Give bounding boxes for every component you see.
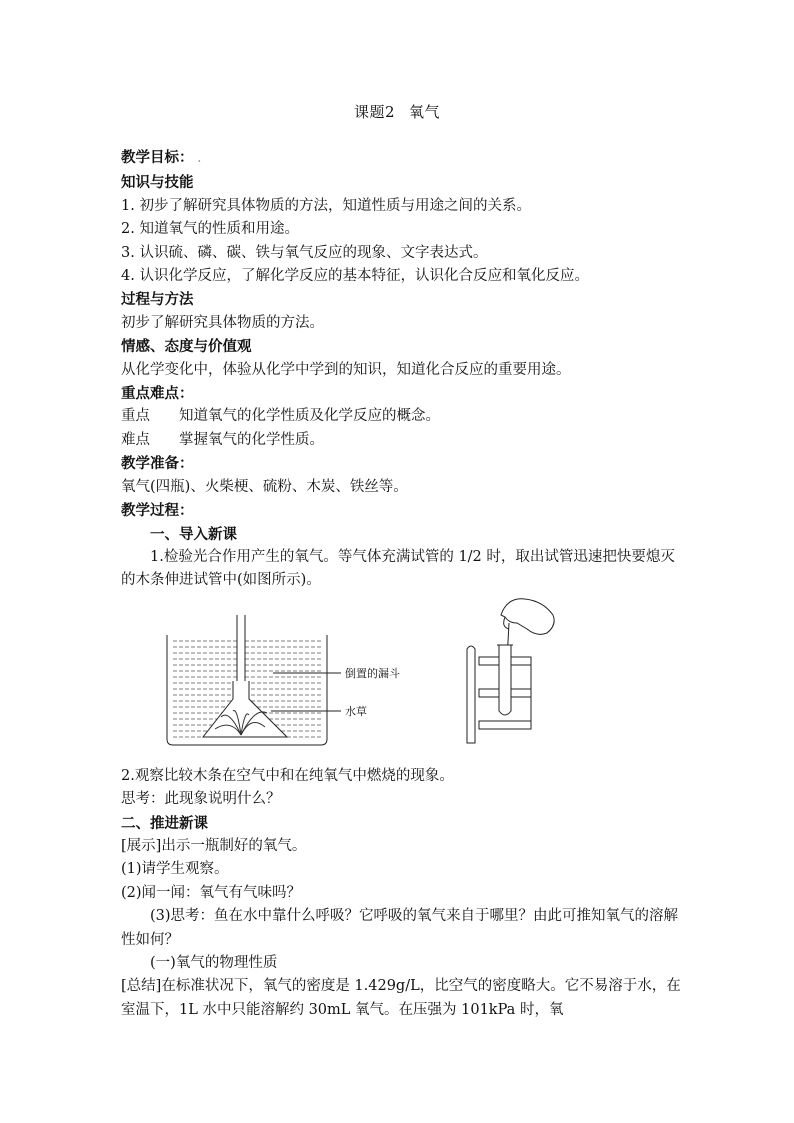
emotion-heading: 情感、态度与价值观 — [121, 338, 252, 356]
knowledge-heading: 知识与技能 — [121, 174, 194, 192]
show-text: [展示]出示一瓶制好的氧气。 — [121, 837, 307, 854]
knowledge-item-1: 1. 初步了解研究具体物质的方法，知道性质与用途之间的关系。 — [121, 197, 531, 214]
funnel-plant-apparatus-figure — [145, 611, 445, 761]
experiment-figures — [121, 593, 681, 765]
step-2-text: 2.观察比较木条在空气中和在纯氧气中燃烧的现象。 — [121, 767, 454, 784]
label-water-plant: 水草 — [345, 704, 367, 718]
preparation-heading: 教学准备： — [121, 455, 194, 473]
knowledge-item-4: 4. 认识化学反应，了解化学反应的基本特征，认识化合反应和氧化反应。 — [121, 268, 589, 285]
label-inverted-funnel: 倒置的漏斗 — [345, 666, 400, 680]
key-point-row — [121, 405, 681, 428]
question-1: (1)请学生观察。 — [121, 861, 229, 878]
page-title — [0, 101, 794, 122]
summary-text: [总结]在标准状况下，氧气的密度是 1.429g/L，比空气的密度略大。它不易溶于水，在室温下，1L 水中只能溶解约 30mL 氧气。在压强为 101kPa 时，氧 — [121, 978, 681, 1018]
key-text: 知道氧气的化学性质及化学反应的概念。 — [179, 408, 440, 425]
section-2-heading: 二、推进新课 — [121, 814, 208, 832]
process-method-text: 初步了解研究具体物质的方法。 — [121, 314, 324, 331]
section-1-heading: 一、导入新课 — [150, 525, 237, 543]
step-1-text: 1.检验光合作用产生的氧气。等气体充满试管的 1/2 时，取出试管迅速把快要熄灭的木条伸进试管中(如图所示)。 — [121, 548, 675, 589]
question-2: (2)闻一闻：氧气有气味吗？ — [121, 884, 302, 901]
knowledge-item-2: 2. 知道氧气的性质和用途。 — [121, 221, 299, 238]
test-tube-rack-splint-figure — [461, 593, 571, 753]
title-topic: 氧气 — [409, 103, 441, 121]
key-label: 重点 — [121, 408, 150, 425]
document-body — [121, 146, 681, 1022]
teaching-process-heading: 教学过程： — [121, 502, 194, 520]
emotion-text: 从化学变化中，体验从化学中学到的知识，知道化合反应的重要用途。 — [121, 361, 571, 378]
difficulty-label: 难点 — [121, 431, 150, 448]
physical-properties-heading: (一)氧气的物理性质 — [150, 954, 278, 971]
objectives-heading: 教学目标： . — [121, 149, 201, 166]
difficulty-row — [121, 429, 681, 452]
question-3: (3)思考：鱼在水中靠什么呼吸？它呼吸的氧气来自于哪里？由此可推知氧气的溶解性如何？ — [121, 908, 679, 948]
title-lesson-number: 课题2 — [353, 103, 396, 121]
process-method-heading: 过程与方法 — [121, 291, 194, 309]
preparation-text: 氧气(四瓶)、火柴梗、硫粉、木炭、铁丝等。 — [121, 478, 408, 495]
think-question: 思考：此现象说明什么？ — [121, 791, 281, 808]
knowledge-item-3: 3. 认识硫、磷、碳、铁与氧气反应的现象、文字表达式。 — [121, 244, 488, 261]
difficulty-text: 掌握氧气的化学性质。 — [179, 431, 324, 448]
key-points-heading: 重点难点： — [121, 385, 194, 403]
